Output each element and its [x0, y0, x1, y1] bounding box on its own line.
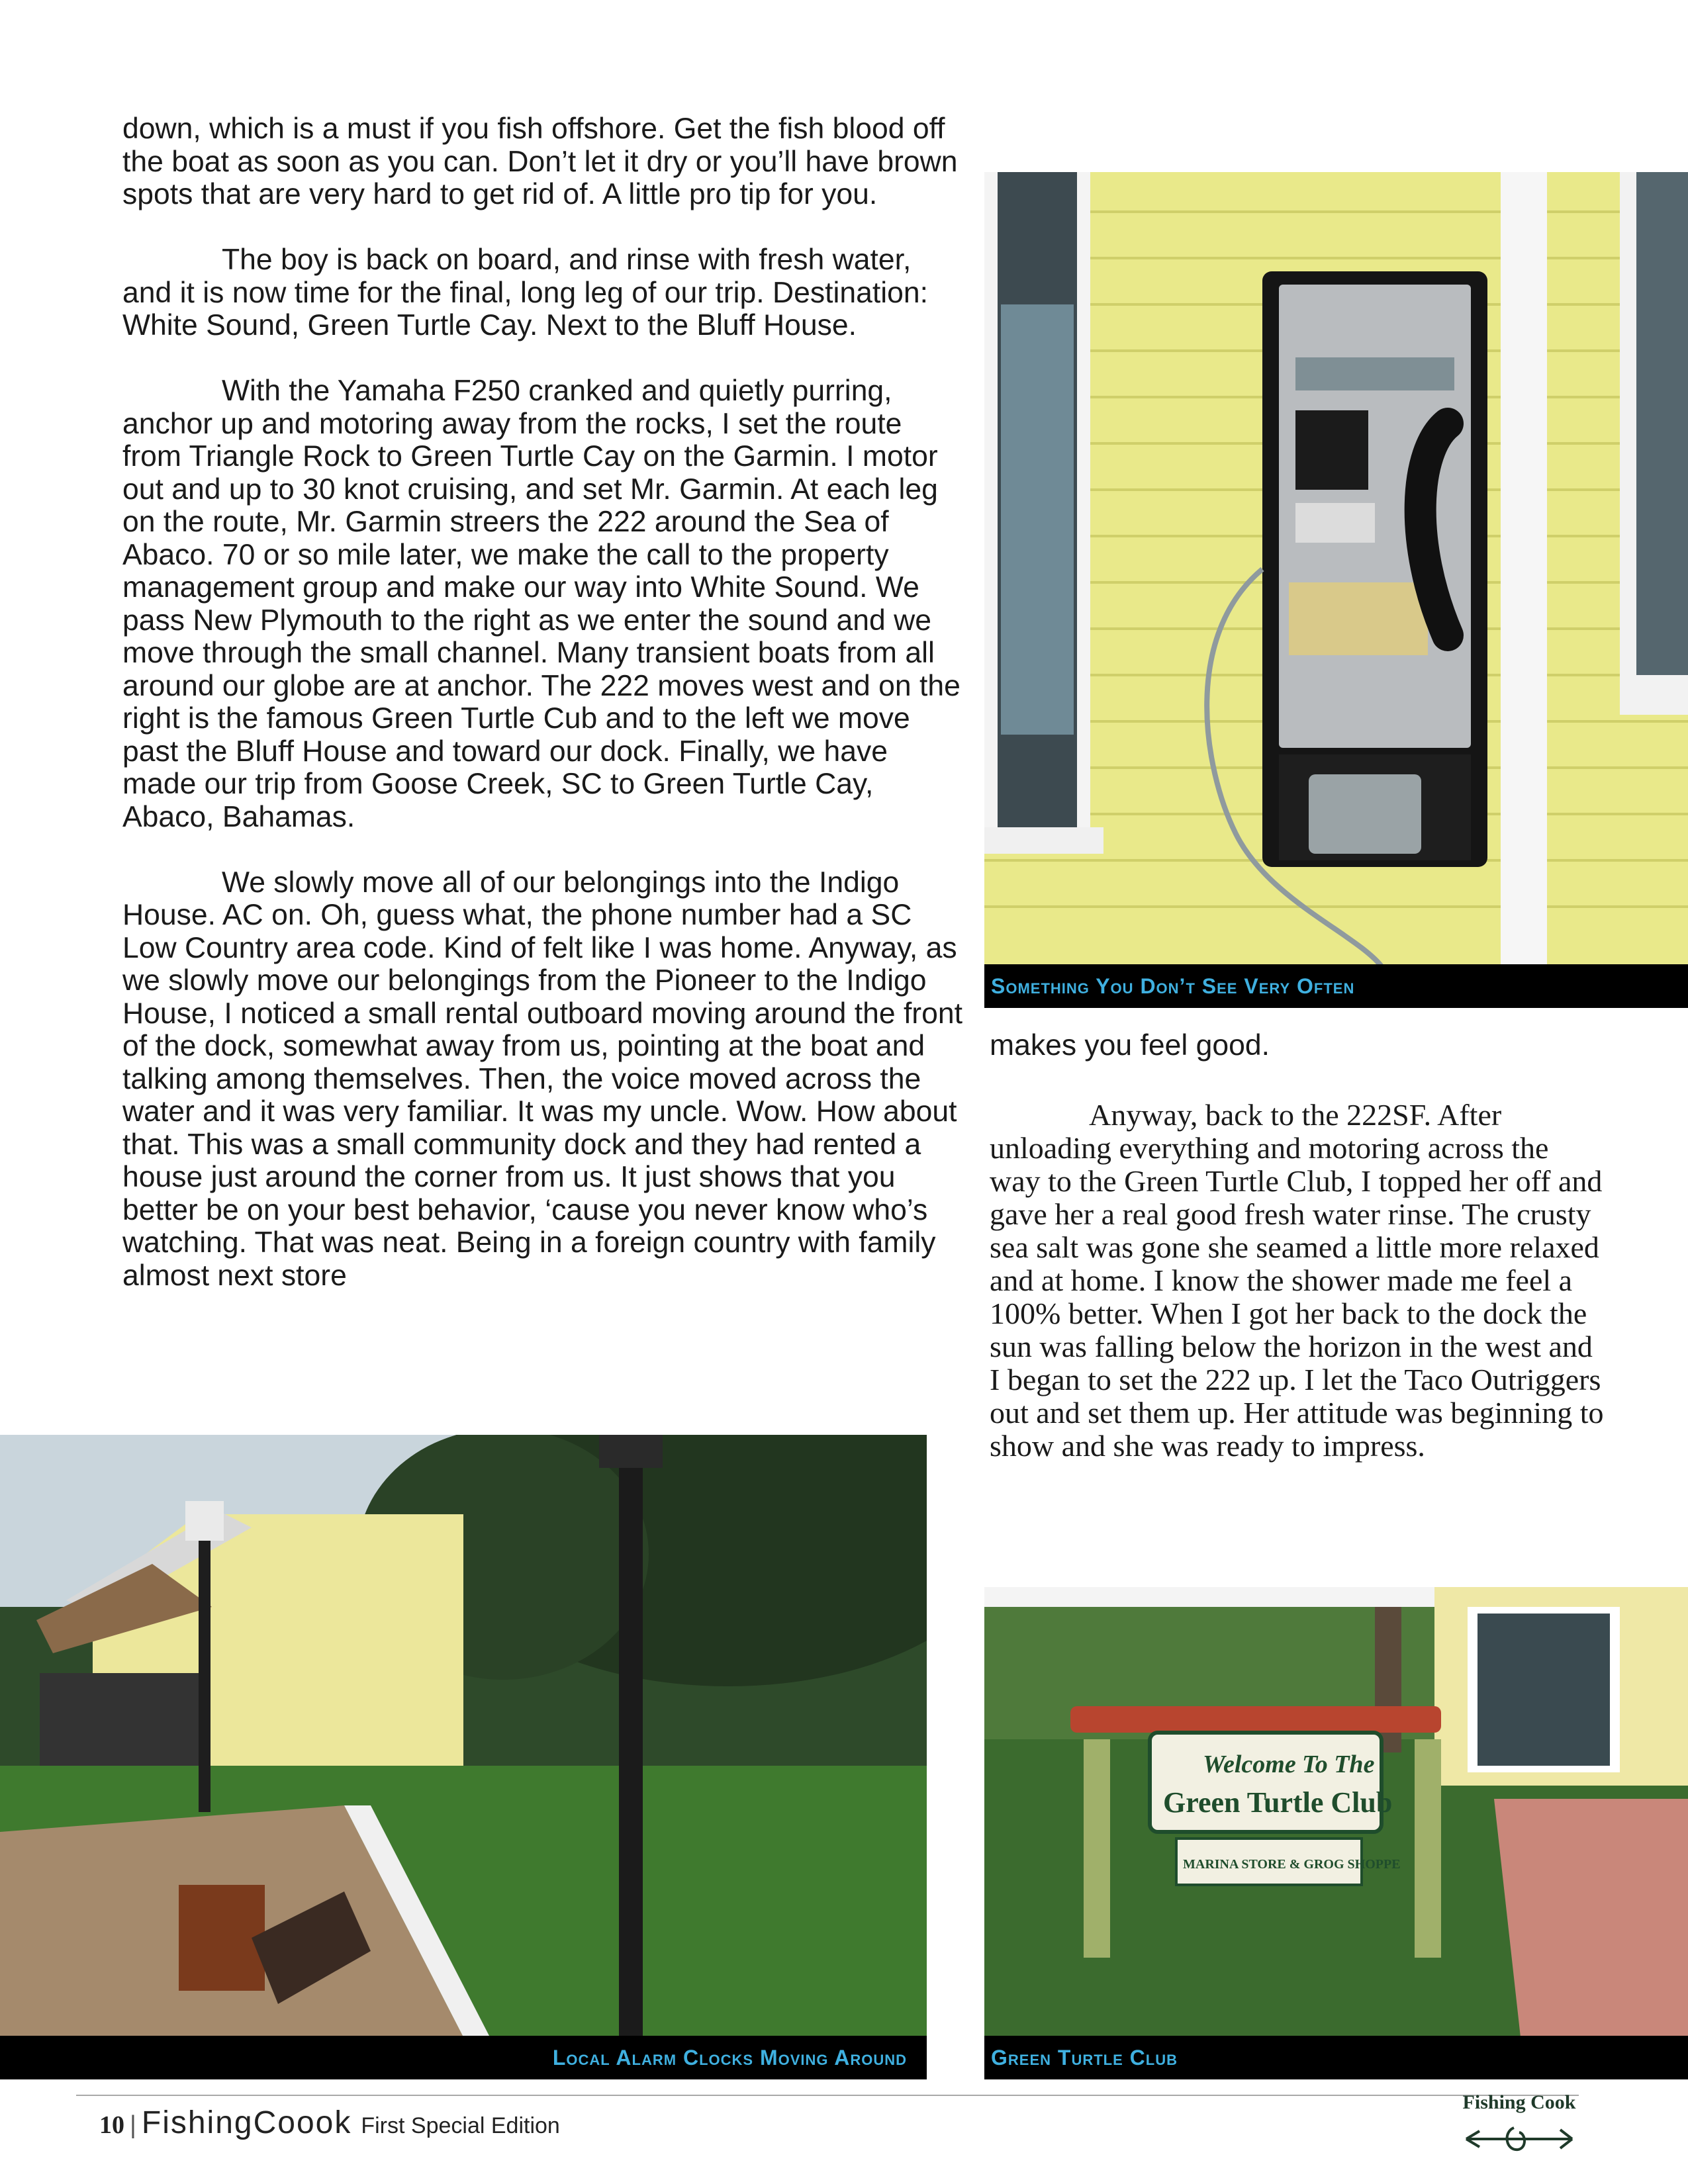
paragraph-2: The boy is back on board, and rinse with fresh water, and it is now time for the final, long leg of our trip. Destination: White Sound, Green Turtle Cay. Next to the Bluff House. — [122, 244, 928, 341]
fishing-cook-logo — [1440, 2091, 1599, 2171]
publication-name: FishingCoook — [141, 2105, 352, 2140]
paragraph-3: With the Yamaha F250 cranked and quietly purring, anchor up and motoring away from the rocks, I set the route from Triangle Rock to Green Turtle Cay on the Garmin. I motor out and up to 30 knot cruising, and set Mr. Garmin. At each leg on the route, Mr. Garmin streers the 222 around the Sea of Abaco. 70 or so mile later, we make the call to the property management group and make our way into White Sound. We pass New Plymouth to the right as we enter the sound and we move through the small channel. Many transient boats from all around our globe are at anchor. The 222 moves west and on the right is the famous Green Turtle Cub and to the left we move past the Bluff House and toward our dock. Finally, we have made our trip from Goose Creek, SC to Green Turtle Cay, Abaco, Bahamas. — [122, 375, 961, 833]
footer-separator: | — [130, 2111, 136, 2139]
logo-text: Fishing Cook — [1462, 2091, 1576, 2113]
dock-photo — [0, 1435, 927, 2037]
right-column-continuation — [990, 1029, 1605, 1062]
club-caption-bar — [984, 2036, 1688, 2079]
edition-label: First Special Edition — [361, 2113, 560, 2138]
continuation-line: makes you feel good. — [990, 1029, 1270, 1062]
right-column-text — [990, 1099, 1605, 1463]
left-column-text — [122, 113, 963, 1325]
page-number: 10 — [99, 2111, 124, 2139]
page-footer — [99, 2105, 560, 2141]
dock-caption: Local Alarm Clocks Moving Around — [552, 2045, 907, 2070]
footer-divider — [76, 2095, 1579, 2096]
sign-club-name: Green Turtle Club — [1163, 1786, 1393, 1819]
pay-phone-photo — [984, 172, 1688, 966]
paragraph-4: We slowly move all of our belongings into the Indigo House. AC on. Oh, guess what, the phone number had a SC Low Country area code. Kind of felt like I was home. Anyway, as we slowly move our belongings from the Pioneer to the Indigo House, I noticed a small rental outboard moving around the front of the dock, somewhat away from us, pointing at the boat and talking among themselves. Then, the voice moved across the water and it was very familiar. It was my uncle. Wow. How about that. This was a small community dock and they had rented a house just around the corner from us. It just shows that you better be on your best behavior, ‘cause you never know who’s watching. That was neat. Being in a foreign country with family almost next store — [122, 866, 962, 1292]
club-caption: Green Turtle Club — [991, 2045, 1178, 2070]
phone-caption: Something You Don’t See Very Often — [991, 974, 1355, 998]
right-paragraph-1: Anyway, back to the 222SF. After unloading everything and motoring across the way to the Green Turtle Club, I topped her off and gave her a real good fresh water rinse. The crusty sea salt was gone she seamed a little more relaxed and at home. I know the shower made me feel a 100% better. When I got her back to the dock the sun was falling below the horizon in the west and I began to set the 222 up. I let the Taco Outriggers out and set them up. Her attitude was beginning to show and she was ready to impress. — [990, 1098, 1604, 1463]
paragraph-1: down, which is a must if you fish offshore. Get the fish blood off the boat as soon as you can. Don’t let it dry or you’ll have brown spots that are very hard to get rid of. A little pro tip for you. — [122, 113, 958, 210]
sign-welcome: Welcome — [1203, 1751, 1296, 1778]
sign-marina-store: MARINA STORE & GROG SHOPPE — [1183, 1857, 1401, 1872]
dock-caption-bar — [0, 2036, 927, 2079]
phone-caption-bar — [984, 964, 1688, 1008]
green-turtle-club-photo — [984, 1587, 1688, 2037]
sign-to-the: To The — [1302, 1751, 1375, 1778]
